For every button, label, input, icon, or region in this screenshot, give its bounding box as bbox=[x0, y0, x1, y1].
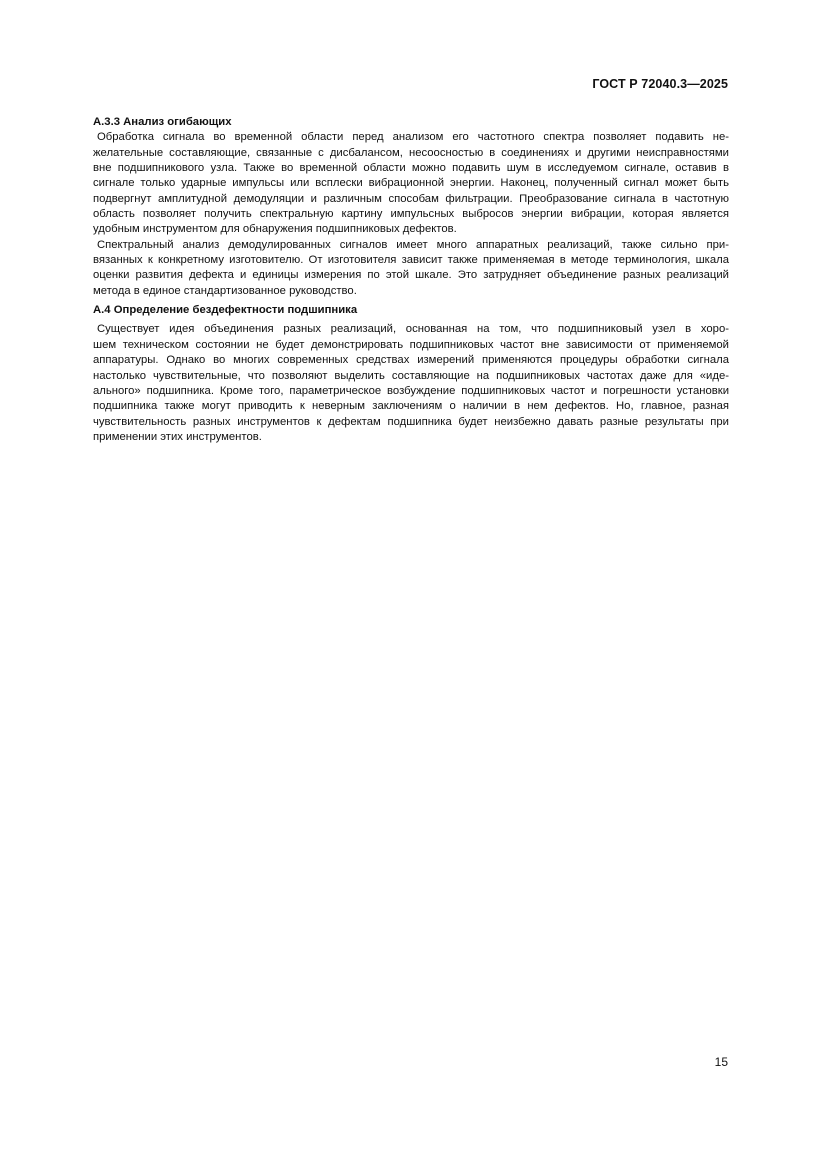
text-line: оценки развития дефекта и единицы измерения по этой шкале. Это затрудняет объединение разных реализаций bbox=[93, 269, 729, 282]
text-line: подшипника также могут приводить к неверным заключениям о наличии в нем дефектов. Но, главное, разная bbox=[93, 400, 729, 413]
page-number: 15 bbox=[714, 1055, 728, 1069]
paragraph-envelope-analysis bbox=[89, 130, 729, 237]
document-header: ГОСТ Р 72040.3—2025 bbox=[592, 77, 728, 91]
text-line: сигнале только ударные импульсы или всплески вибрационной энергии. Наконец, полученный сигнал может быть bbox=[93, 177, 729, 190]
text-line: Существует идея объединения разных реализаций, основанная на том, что подшипниковый узел в хоро- bbox=[97, 323, 729, 336]
text-line: шем техническом состоянии не будет демонстрировать подшипниковых частот вне зависимости от применяемой bbox=[93, 338, 729, 351]
text-line: метода в единое стандартизованное руководство. bbox=[93, 284, 357, 297]
text-line: применении этих инструментов. bbox=[93, 430, 262, 443]
text-line: Спектральный анализ демодулированных сигналов имеет много аппаратных реализаций, также сильно при- bbox=[97, 238, 729, 251]
text-line: желательные составляющие, связанные с дисбалансом, несоосностью в соединениях и другими неисправностями bbox=[93, 146, 729, 159]
paragraph-bearing-defectlessness bbox=[89, 322, 729, 445]
text-line: область позволяет получить спектральную картину импульсных выбросов энергии вибрации, которая является bbox=[93, 208, 729, 221]
document-body bbox=[89, 115, 729, 445]
text-line: ального» подшипника. Кроме того, параметрическое возбуждение подшипниковых частот и погрешности установки bbox=[93, 384, 729, 397]
text-line: вне подшипникового узла. Также во временной области можно подавить шум в исследуемом сигнале, оставив в bbox=[93, 162, 729, 175]
text-line: удобным инструментом для обнаружения подшипниковых дефектов. bbox=[93, 223, 457, 236]
text-line: подвергнут амплитудной демодуляции и различным способам фильтрации. Преобразование сигнала в частотную bbox=[93, 192, 729, 205]
text-line: аппаратуры. Однако во многих современных средствах измерений применяются процедуры обработки сигнала bbox=[93, 354, 729, 367]
text-line: Обработка сигнала во временной области перед анализом его частотного спектра позволяет подавить не- bbox=[97, 131, 729, 144]
section-heading-a33: А.3.3 Анализ огибающих bbox=[93, 116, 232, 128]
paragraph-spectral-analysis bbox=[89, 238, 729, 299]
section-heading-a4: А.4 Определение бездефектности подшипника bbox=[93, 304, 358, 317]
text-line: вязанных к конкретному изготовителю. От изготовителя зависит также применяемая в методе терминология, шкала bbox=[93, 254, 729, 267]
text-line: чувствительность разных инструментов к дефектам подшипника будет неизбежно давать разные результаты при bbox=[93, 415, 729, 428]
text-line: настолько чувствительные, что позволяют выделить составляющие на подшипниковых частотах даже для «иде- bbox=[93, 369, 729, 382]
